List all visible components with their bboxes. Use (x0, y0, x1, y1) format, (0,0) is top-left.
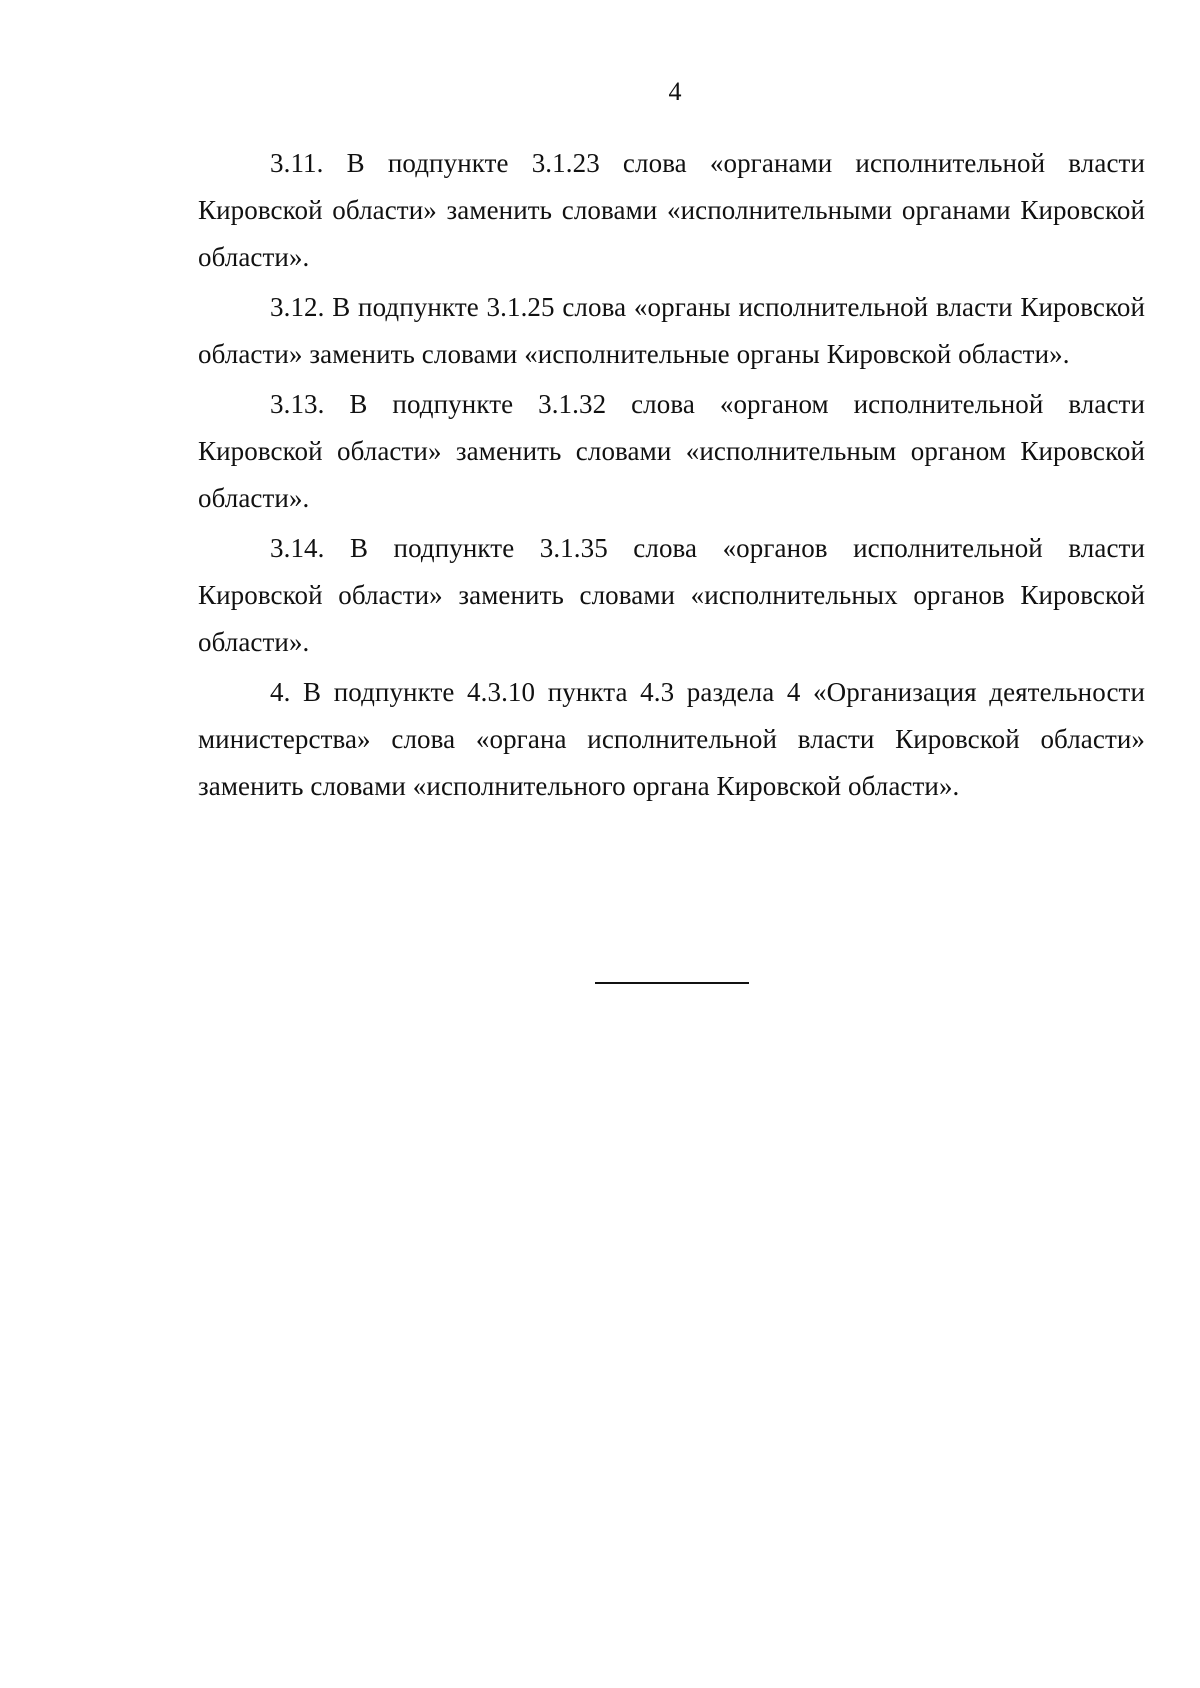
paragraph-3-14: 3.14. В подпункте 3.1.35 слова «органов исполнительной власти Кировской области» заменить словами «исполнительных органов Кировской области». (198, 533, 1145, 657)
paragraph-3-11: 3.11. В подпункте 3.1.23 слова «органами исполнительной власти Кировской области» заменить словами «исполнительными органами Кировской области». (198, 148, 1145, 272)
paragraph-4: 4. В подпункте 4.3.10 пункта 4.3 раздела 4 «Организация деятельности министерства» слова «органа исполнительной власти Кировской области» заменить словами «исполнительного органа Кировской области». (198, 677, 1145, 801)
paragraph-3-12: 3.12. В подпункте 3.1.25 слова «органы исполнительной власти Кировской области» заменить словами «исполнительные органы Кировской области». (198, 292, 1145, 369)
document-body (198, 140, 1145, 810)
page-number: 4 (668, 77, 682, 106)
end-of-document-rule (595, 982, 749, 984)
paragraph-3-13: 3.13. В подпункте 3.1.32 слова «органом исполнительной власти Кировской области» заменить словами «исполнительным органом Кировской области». (198, 389, 1145, 513)
